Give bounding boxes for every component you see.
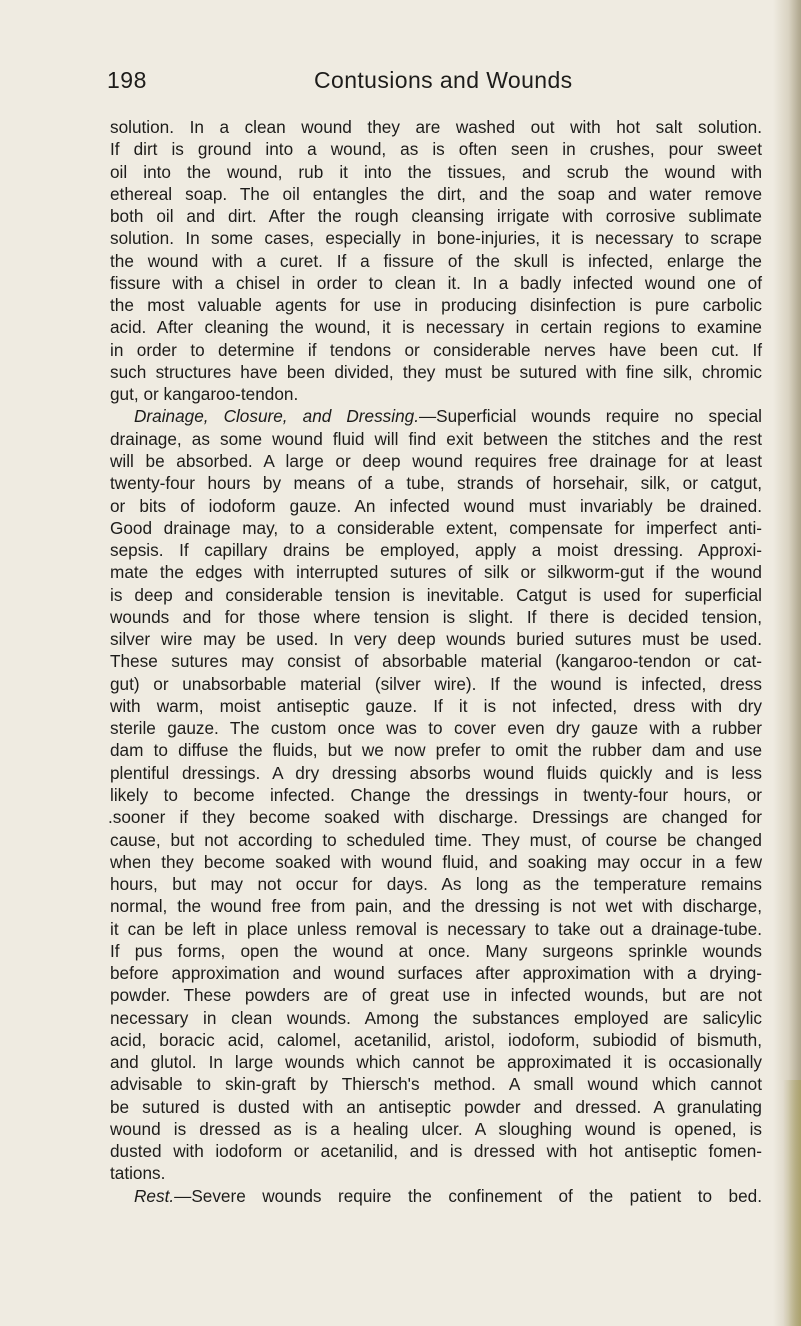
body-text bbox=[110, 116, 762, 1207]
text-line: when they become soaked with wound fluid, and soaking may occur in a few bbox=[110, 851, 762, 872]
text-line: both oil and dirt. After the rough cleansing irrigate with corrosive sublimate bbox=[110, 206, 762, 227]
text-line: If pus forms, open the wound at once. Many surgeons sprinkle wounds bbox=[110, 940, 762, 961]
text-line: advisable to skin-graft by Thiersch's method. A small wound which cannot bbox=[110, 1074, 762, 1095]
rest-heading: Rest. bbox=[134, 1185, 175, 1206]
text-line: .sooner if they become soaked with discharge. Dressings are changed for bbox=[108, 807, 762, 828]
text-line: with warm, moist antiseptic gauze. If it is not infected, dress with dry bbox=[110, 695, 762, 716]
text-line: and glutol. In large wounds which cannot be approximated it is occasionally bbox=[110, 1052, 762, 1073]
text-line: likely to become infected. Change the dressings in twenty-four hours, or bbox=[110, 784, 762, 805]
text-line: fissure with a chisel in order to clean it. In a badly infected wound one of bbox=[110, 272, 762, 293]
text-line: drainage, as some wound fluid will find exit between the stitches and the rest bbox=[110, 428, 762, 449]
text-line: such structures have been divided, they must be sutured with fine silk, chromic bbox=[110, 361, 762, 382]
text-line: Good drainage may, to a considerable extent, compensate for imperfect anti- bbox=[110, 517, 762, 538]
text-line: ethereal soap. The oil entangles the dirt, and the soap and water remove bbox=[110, 183, 762, 204]
text-line: powder. These powders are of great use in infected wounds, but are not bbox=[110, 985, 762, 1006]
text-line: will be absorbed. A large or deep wound requires free drainage for at least bbox=[110, 450, 762, 471]
text-line: or bits of iodoform gauze. An infected wound must invariably be drained. bbox=[110, 495, 762, 516]
text-line: sterile gauze. The custom once was to cover even dry gauze with a rubber bbox=[110, 718, 762, 739]
text-line: dam to diffuse the fluids, but we now prefer to omit the rubber dam and use bbox=[110, 740, 762, 761]
text-line: wound is dressed as is a healing ulcer. A sloughing wound is opened, is bbox=[110, 1118, 762, 1139]
text-line: silver wire may be used. In very deep wounds buried sutures must be used. bbox=[110, 629, 762, 650]
text-line: gut) or unabsorbable material (silver wire). If the wound is infected, dress bbox=[110, 673, 762, 694]
text-line: twenty-four hours by means of a tube, strands of horsehair, silk, or catgut, bbox=[110, 473, 762, 494]
text-line: solution. In a clean wound they are washed out with hot salt solution. bbox=[110, 117, 762, 137]
text-line: wounds and for those where tension is slight. If there is decided tension, bbox=[110, 606, 762, 627]
drainage-paragraph-first-line bbox=[110, 405, 762, 427]
text-line: oil into the wound, rub it into the tissues, and scrub the wound with bbox=[110, 161, 762, 182]
text-line: the most valuable agents for use in producing disinfection is pure carbolic bbox=[110, 295, 762, 316]
text-line: mate the edges with interrupted sutures of silk or silkworm-gut if the wound bbox=[110, 562, 762, 583]
text-line: the wound with a curet. If a fissure of the skull is infected, enlarge the bbox=[110, 250, 762, 271]
text-line: in order to determine if tendons or considerable nerves have been cut. If bbox=[110, 339, 762, 360]
text-line: hours, but may not occur for days. As long as the temperature remains bbox=[110, 874, 762, 895]
page-number: 198 bbox=[107, 67, 147, 93]
text-line: be sutured is dusted with an antiseptic powder and dressed. A granulating bbox=[110, 1096, 762, 1117]
rest-paragraph-line bbox=[110, 1185, 762, 1207]
text-line: If dirt is ground into a wound, as is often seen in crushes, pour sweet bbox=[110, 139, 762, 160]
running-title: Contusions and Wounds bbox=[314, 67, 573, 93]
running-head bbox=[0, 67, 801, 103]
page-edge-stain bbox=[783, 1080, 801, 1326]
text-line: tations. bbox=[110, 1163, 166, 1184]
text-line: before approximation and wound surfaces after approximation with a drying- bbox=[110, 963, 762, 984]
text-line: solution. In some cases, especially in bone-injuries, it is necessary to scrape bbox=[110, 228, 762, 249]
drainage-heading-text: —Superficial wounds require no special bbox=[418, 406, 762, 427]
rest-heading-text: —Severe wounds require the confinement of the patient to bed. bbox=[174, 1185, 762, 1206]
text-line: necessary in clean wounds. Among the substances employed are salicylic bbox=[110, 1007, 762, 1028]
text-line: These sutures may consist of absorbable material (kangaroo-tendon or cat- bbox=[110, 651, 762, 672]
text-line: dusted with iodoform or acetanilid, and is dressed with hot antiseptic fomen- bbox=[110, 1141, 762, 1162]
text-line: gut, or kangaroo-tendon. bbox=[110, 384, 299, 405]
text-line: acid, boracic acid, calomel, acetanilid, aristol, iodoform, subiodid of bismuth, bbox=[110, 1029, 762, 1050]
text-line: acid. After cleaning the wound, it is necessary in certain regions to examine bbox=[110, 317, 762, 338]
drainage-heading: Drainage, Closure, and Dressing. bbox=[134, 406, 419, 427]
text-line: plentiful dressings. A dry dressing absorbs wound fluids quickly and is less bbox=[110, 762, 762, 783]
text-line: it can be left in place unless removal is necessary to take out a drainage-tube. bbox=[110, 918, 762, 939]
text-line: normal, the wound free from pain, and the dressing is not wet with discharge, bbox=[110, 896, 762, 917]
text-line: is deep and considerable tension is inevitable. Catgut is used for superficial bbox=[110, 584, 762, 605]
text-line: cause, but not according to scheduled time. They must, of course be changed bbox=[110, 829, 762, 850]
text-line: sepsis. If capillary drains be employed, apply a moist dressing. Approxi- bbox=[110, 540, 762, 561]
